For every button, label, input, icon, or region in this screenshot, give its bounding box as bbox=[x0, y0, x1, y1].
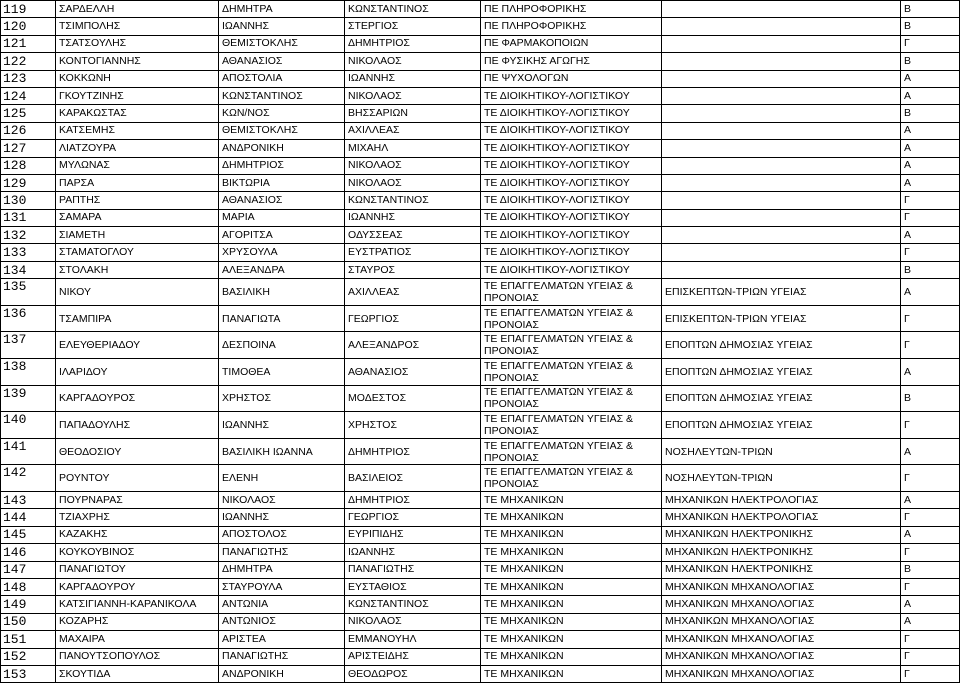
table-row bbox=[1, 665, 960, 682]
row-number-cell: 138 bbox=[1, 359, 56, 386]
grade-cell: Α bbox=[901, 492, 960, 509]
surname-cell: ΚΑΤΣΕΜΗΣ bbox=[56, 122, 219, 139]
grade-cell: Β bbox=[901, 18, 960, 35]
specialty-cell: ΜΗΧΑΝΙΚΩΝ ΜΗΧΑΝΟΛΟΓΙΑΣ bbox=[662, 596, 901, 613]
surname-cell: ΣΙΑΜΕΤΗ bbox=[56, 227, 219, 244]
row-number-cell: 145 bbox=[1, 526, 56, 543]
surname-cell: ΚΟΖΑΡΗΣ bbox=[56, 613, 219, 630]
first-name-cell: ΜΑΡΙΑ bbox=[219, 209, 345, 226]
row-number-cell: 153 bbox=[1, 665, 56, 682]
specialty-cell: ΕΠΙΣΚΕΠΤΩΝ-ΤΡΙΩΝ ΥΓΕΙΑΣ bbox=[662, 279, 901, 306]
first-name-cell: ΘΕΜΙΣΤΟΚΛΗΣ bbox=[219, 122, 345, 139]
table-row bbox=[1, 122, 960, 139]
row-number-cell: 120 bbox=[1, 18, 56, 35]
surname-cell: ΠΑΝΟΥΤΣΟΠΟΥΛΟΣ bbox=[56, 648, 219, 665]
first-name-cell: ΑΝΤΩΝΙΟΣ bbox=[219, 613, 345, 630]
specialty-cell bbox=[662, 53, 901, 70]
row-number-cell: 146 bbox=[1, 544, 56, 561]
specialty-cell bbox=[662, 244, 901, 261]
surname-cell: ΚΑΖΑΚΗΣ bbox=[56, 526, 219, 543]
first-name-cell: ΒΑΣΙΛΙΚΗ ΙΩΑΝΝΑ bbox=[219, 438, 345, 465]
father-name-cell: ΘΕΟΔΩΡΟΣ bbox=[345, 665, 481, 682]
table-row bbox=[1, 465, 960, 492]
row-number-cell: 119 bbox=[1, 1, 56, 18]
specialty-cell bbox=[662, 157, 901, 174]
grade-cell: Γ bbox=[901, 578, 960, 595]
grade-cell: Γ bbox=[901, 631, 960, 648]
surname-cell: ΚΑΡΓΑΔΟΥΡΟΣ bbox=[56, 385, 219, 412]
table-row bbox=[1, 157, 960, 174]
surname-cell: ΚΑΡΑΚΩΣΤΑΣ bbox=[56, 105, 219, 122]
row-number-cell: 150 bbox=[1, 613, 56, 630]
father-name-cell: ΑΧΙΛΛΕΑΣ bbox=[345, 122, 481, 139]
specialty-cell: ΜΗΧΑΝΙΚΩΝ ΜΗΧΑΝΟΛΟΓΙΑΣ bbox=[662, 613, 901, 630]
father-name-cell: ΓΕΩΡΓΙΟΣ bbox=[345, 509, 481, 526]
category-cell: ΤΕ ΜΗΧΑΝΙΚΩΝ bbox=[481, 613, 662, 630]
table-row bbox=[1, 561, 960, 578]
specialty-cell: ΜΗΧΑΝΙΚΩΝ ΗΛΕΚΤΡΟΛΟΓΙΑΣ bbox=[662, 492, 901, 509]
table-row bbox=[1, 105, 960, 122]
grade-cell: Α bbox=[901, 596, 960, 613]
row-number-cell: 152 bbox=[1, 648, 56, 665]
first-name-cell: ΚΩΝ/ΝΟΣ bbox=[219, 105, 345, 122]
row-number-cell: 129 bbox=[1, 174, 56, 191]
specialty-cell bbox=[662, 227, 901, 244]
category-cell: ΤΕ ΔΙΟΙΚΗΤΙΚΟΥ-ΛΟΓΙΣΤΙΚΟΥ bbox=[481, 261, 662, 278]
father-name-cell: ΝΙΚΟΛΑΟΣ bbox=[345, 174, 481, 191]
specialty-cell bbox=[662, 192, 901, 209]
surname-cell: ΕΛΕΥΘΕΡΙΑΔΟΥ bbox=[56, 332, 219, 359]
father-name-cell: ΑΡΙΣΤΕΙΔΗΣ bbox=[345, 648, 481, 665]
row-number-cell: 126 bbox=[1, 122, 56, 139]
first-name-cell: ΠΑΝΑΓΙΩΤΑ bbox=[219, 305, 345, 332]
grade-cell: Β bbox=[901, 1, 960, 18]
category-cell: ΤΕ ΕΠΑΓΓΕΛΜΑΤΩΝ ΥΓΕΙΑΣ & ΠΡΟΝΟΙΑΣ bbox=[481, 359, 662, 386]
table-row bbox=[1, 578, 960, 595]
father-name-cell: ΝΙΚΟΛΑΟΣ bbox=[345, 87, 481, 104]
first-name-cell: ΧΡΥΣΟΥΛΑ bbox=[219, 244, 345, 261]
grade-cell: Β bbox=[901, 53, 960, 70]
father-name-cell: ΠΑΝΑΓΙΩΤΗΣ bbox=[345, 561, 481, 578]
father-name-cell: ΕΜΜΑΝΟΥΗΛ bbox=[345, 631, 481, 648]
father-name-cell: ΚΩΝΣΤΑΝΤΙΝΟΣ bbox=[345, 192, 481, 209]
category-cell: ΤΕ ΕΠΑΓΓΕΛΜΑΤΩΝ ΥΓΕΙΑΣ & ΠΡΟΝΟΙΑΣ bbox=[481, 332, 662, 359]
first-name-cell: ΑΝΤΩΝΙΑ bbox=[219, 596, 345, 613]
grade-cell: Α bbox=[901, 157, 960, 174]
first-name-cell: ΔΗΜΗΤΡΑ bbox=[219, 561, 345, 578]
grade-cell: Α bbox=[901, 140, 960, 157]
father-name-cell: ΣΤΑΥΡΟΣ bbox=[345, 261, 481, 278]
category-cell: ΤΕ ΜΗΧΑΝΙΚΩΝ bbox=[481, 648, 662, 665]
father-name-cell: ΔΗΜΗΤΡΙΟΣ bbox=[345, 492, 481, 509]
first-name-cell: ΑΘΑΝΑΣΙΟΣ bbox=[219, 192, 345, 209]
father-name-cell: ΒΑΣΙΛΕΙΟΣ bbox=[345, 465, 481, 492]
table-row bbox=[1, 305, 960, 332]
table-row bbox=[1, 35, 960, 52]
father-name-cell: ΝΙΚΟΛΑΟΣ bbox=[345, 613, 481, 630]
category-cell: ΤΕ ΔΙΟΙΚΗΤΙΚΟΥ-ΛΟΓΙΣΤΙΚΟΥ bbox=[481, 157, 662, 174]
category-cell: ΤΕ ΜΗΧΑΝΙΚΩΝ bbox=[481, 665, 662, 682]
table-row bbox=[1, 332, 960, 359]
row-number-cell: 147 bbox=[1, 561, 56, 578]
father-name-cell: ΧΡΗΣΤΟΣ bbox=[345, 412, 481, 439]
category-cell: ΠΕ ΨΥΧΟΛΟΓΩΝ bbox=[481, 70, 662, 87]
row-number-cell: 149 bbox=[1, 596, 56, 613]
first-name-cell: ΣΤΑΥΡΟΥΛΑ bbox=[219, 578, 345, 595]
grade-cell: Γ bbox=[901, 648, 960, 665]
category-cell: ΤΕ ΜΗΧΑΝΙΚΩΝ bbox=[481, 631, 662, 648]
first-name-cell: ΑΝΔΡΟΝΙΚΗ bbox=[219, 140, 345, 157]
father-name-cell: ΣΤΕΡΓΙΟΣ bbox=[345, 18, 481, 35]
surname-cell: ΡΟΥΝΤΟΥ bbox=[56, 465, 219, 492]
father-name-cell: ΟΔΥΣΣΕΑΣ bbox=[345, 227, 481, 244]
category-cell: ΠΕ ΦΑΡΜΑΚΟΠΟΙΩΝ bbox=[481, 35, 662, 52]
father-name-cell: ΙΩΑΝΝΗΣ bbox=[345, 544, 481, 561]
row-number-cell: 144 bbox=[1, 509, 56, 526]
first-name-cell: ΙΩΑΝΝΗΣ bbox=[219, 412, 345, 439]
category-cell: ΤΕ ΔΙΟΙΚΗΤΙΚΟΥ-ΛΟΓΙΣΤΙΚΟΥ bbox=[481, 122, 662, 139]
first-name-cell: ΔΗΜΗΤΡΑ bbox=[219, 1, 345, 18]
grade-cell: Α bbox=[901, 613, 960, 630]
grade-cell: Α bbox=[901, 122, 960, 139]
row-number-cell: 135 bbox=[1, 279, 56, 306]
surname-cell: ΣΤΟΛΑΚΗ bbox=[56, 261, 219, 278]
table-row bbox=[1, 492, 960, 509]
specialty-cell: ΝΟΣΗΛΕΥΤΩΝ-ΤΡΙΩΝ bbox=[662, 465, 901, 492]
table-row bbox=[1, 596, 960, 613]
category-cell: ΤΕ ΔΙΟΙΚΗΤΙΚΟΥ-ΛΟΓΙΣΤΙΚΟΥ bbox=[481, 105, 662, 122]
category-cell: ΤΕ ΔΙΟΙΚΗΤΙΚΟΥ-ΛΟΓΙΣΤΙΚΟΥ bbox=[481, 227, 662, 244]
table-row bbox=[1, 140, 960, 157]
father-name-cell: ΝΙΚΟΛΑΟΣ bbox=[345, 53, 481, 70]
table-row bbox=[1, 261, 960, 278]
specialty-cell: ΜΗΧΑΝΙΚΩΝ ΜΗΧΑΝΟΛΟΓΙΑΣ bbox=[662, 578, 901, 595]
specialty-cell: ΕΠΟΠΤΩΝ ΔΗΜΟΣΙΑΣ ΥΓΕΙΑΣ bbox=[662, 359, 901, 386]
surname-cell: ΠΟΥΡΝΑΡΑΣ bbox=[56, 492, 219, 509]
table-row bbox=[1, 174, 960, 191]
grade-cell: Α bbox=[901, 279, 960, 306]
specialty-cell: ΜΗΧΑΝΙΚΩΝ ΗΛΕΚΤΡΟΝΙΚΗΣ bbox=[662, 544, 901, 561]
grade-cell: Γ bbox=[901, 209, 960, 226]
row-number-cell: 137 bbox=[1, 332, 56, 359]
father-name-cell: ΝΙΚΟΛΑΟΣ bbox=[345, 157, 481, 174]
first-name-cell: ΙΩΑΝΝΗΣ bbox=[219, 509, 345, 526]
category-cell: ΤΕ ΜΗΧΑΝΙΚΩΝ bbox=[481, 561, 662, 578]
grade-cell: Β bbox=[901, 105, 960, 122]
first-name-cell: ΑΘΑΝΑΣΙΟΣ bbox=[219, 53, 345, 70]
table-row bbox=[1, 412, 960, 439]
surname-cell: ΚΟΥΚΟΥΒΙΝΟΣ bbox=[56, 544, 219, 561]
row-number-cell: 133 bbox=[1, 244, 56, 261]
category-cell: ΤΕ ΕΠΑΓΓΕΛΜΑΤΩΝ ΥΓΕΙΑΣ & ΠΡΟΝΟΙΑΣ bbox=[481, 412, 662, 439]
table-row bbox=[1, 70, 960, 87]
specialty-cell: ΕΠΟΠΤΩΝ ΔΗΜΟΣΙΑΣ ΥΓΕΙΑΣ bbox=[662, 385, 901, 412]
table-row bbox=[1, 648, 960, 665]
specialty-cell bbox=[662, 18, 901, 35]
row-number-cell: 122 bbox=[1, 53, 56, 70]
father-name-cell: ΕΥΣΤΡΑΤΙΟΣ bbox=[345, 244, 481, 261]
specialty-cell: ΕΠΟΠΤΩΝ ΔΗΜΟΣΙΑΣ ΥΓΕΙΑΣ bbox=[662, 332, 901, 359]
father-name-cell: ΓΕΩΡΓΙΟΣ bbox=[345, 305, 481, 332]
category-cell: ΤΕ ΜΗΧΑΝΙΚΩΝ bbox=[481, 526, 662, 543]
table-row bbox=[1, 244, 960, 261]
specialty-cell bbox=[662, 1, 901, 18]
row-number-cell: 127 bbox=[1, 140, 56, 157]
grade-cell: Α bbox=[901, 227, 960, 244]
row-number-cell: 141 bbox=[1, 438, 56, 465]
first-name-cell: ΑΠΟΣΤΟΛΟΣ bbox=[219, 526, 345, 543]
father-name-cell: ΚΩΝΣΤΑΝΤΙΝΟΣ bbox=[345, 596, 481, 613]
category-cell: ΠΕ ΠΛΗΡΟΦΟΡΙΚΗΣ bbox=[481, 1, 662, 18]
surname-cell: ΣΑΡΔΕΛΛΗ bbox=[56, 1, 219, 18]
row-number-cell: 132 bbox=[1, 227, 56, 244]
grade-cell: Α bbox=[901, 174, 960, 191]
row-number-cell: 131 bbox=[1, 209, 56, 226]
category-cell: ΤΕ ΜΗΧΑΝΙΚΩΝ bbox=[481, 544, 662, 561]
surname-cell: ΠΑΠΑΔΟΥΛΗΣ bbox=[56, 412, 219, 439]
surname-cell: ΤΣΑΜΠΙΡΑ bbox=[56, 305, 219, 332]
father-name-cell: ΑΛΕΞΑΝΔΡΟΣ bbox=[345, 332, 481, 359]
category-cell: ΤΕ ΔΙΟΙΚΗΤΙΚΟΥ-ΛΟΓΙΣΤΙΚΟΥ bbox=[481, 209, 662, 226]
surname-cell: ΚΑΡΓΑΔΟΥΡΟΥ bbox=[56, 578, 219, 595]
first-name-cell: ΒΑΣΙΛΙΚΗ bbox=[219, 279, 345, 306]
specialty-cell: ΕΠΟΠΤΩΝ ΔΗΜΟΣΙΑΣ ΥΓΕΙΑΣ bbox=[662, 412, 901, 439]
grade-cell: Γ bbox=[901, 509, 960, 526]
first-name-cell: ΙΩΑΝΝΗΣ bbox=[219, 18, 345, 35]
category-cell: ΠΕ ΦΥΣΙΚΗΣ ΑΓΩΓΗΣ bbox=[481, 53, 662, 70]
table-row bbox=[1, 438, 960, 465]
first-name-cell: ΧΡΗΣΤΟΣ bbox=[219, 385, 345, 412]
category-cell: ΤΕ ΕΠΑΓΓΕΛΜΑΤΩΝ ΥΓΕΙΑΣ & ΠΡΟΝΟΙΑΣ bbox=[481, 305, 662, 332]
row-number-cell: 124 bbox=[1, 87, 56, 104]
surname-cell: ΣΚΟΥΤΙΔΑ bbox=[56, 665, 219, 682]
grade-cell: Β bbox=[901, 561, 960, 578]
specialty-cell: ΜΗΧΑΝΙΚΩΝ ΗΛΕΚΤΡΟΛΟΓΙΑΣ bbox=[662, 509, 901, 526]
table-row bbox=[1, 631, 960, 648]
specialty-cell bbox=[662, 261, 901, 278]
first-name-cell: ΔΕΣΠΟΙΝΑ bbox=[219, 332, 345, 359]
table-row bbox=[1, 192, 960, 209]
surname-cell: ΣΑΜΑΡΑ bbox=[56, 209, 219, 226]
specialty-cell bbox=[662, 174, 901, 191]
specialty-cell bbox=[662, 70, 901, 87]
specialty-cell: ΜΗΧΑΝΙΚΩΝ ΗΛΕΚΤΡΟΝΙΚΗΣ bbox=[662, 561, 901, 578]
first-name-cell: ΒΙΚΤΩΡΙΑ bbox=[219, 174, 345, 191]
father-name-cell: ΚΩΝΣΤΑΝΤΙΝΟΣ bbox=[345, 1, 481, 18]
grade-cell: Α bbox=[901, 87, 960, 104]
table-row bbox=[1, 18, 960, 35]
table-row bbox=[1, 279, 960, 306]
row-number-cell: 139 bbox=[1, 385, 56, 412]
row-number-cell: 143 bbox=[1, 492, 56, 509]
first-name-cell: ΔΗΜΗΤΡΙΟΣ bbox=[219, 157, 345, 174]
surname-cell: ΘΕΟΔΟΣΙΟΥ bbox=[56, 438, 219, 465]
surname-cell: ΜΑΧΑΙΡΑ bbox=[56, 631, 219, 648]
row-number-cell: 125 bbox=[1, 105, 56, 122]
row-number-cell: 130 bbox=[1, 192, 56, 209]
surname-cell: ΜΥΛΩΝΑΣ bbox=[56, 157, 219, 174]
category-cell: ΤΕ ΔΙΟΙΚΗΤΙΚΟΥ-ΛΟΓΙΣΤΙΚΟΥ bbox=[481, 192, 662, 209]
grade-cell: Γ bbox=[901, 305, 960, 332]
table-row bbox=[1, 87, 960, 104]
surname-cell: ΠΑΡΣΑ bbox=[56, 174, 219, 191]
category-cell: ΤΕ ΕΠΑΓΓΕΛΜΑΤΩΝ ΥΓΕΙΑΣ & ΠΡΟΝΟΙΑΣ bbox=[481, 279, 662, 306]
category-cell: ΤΕ ΕΠΑΓΓΕΛΜΑΤΩΝ ΥΓΕΙΑΣ & ΠΡΟΝΟΙΑΣ bbox=[481, 438, 662, 465]
table-body bbox=[1, 1, 960, 683]
surname-cell: ΝΙΚΟΥ bbox=[56, 279, 219, 306]
grade-cell: Γ bbox=[901, 465, 960, 492]
specialty-cell: ΜΗΧΑΝΙΚΩΝ ΜΗΧΑΝΟΛΟΓΙΑΣ bbox=[662, 665, 901, 682]
grade-cell: Α bbox=[901, 70, 960, 87]
surname-cell: ΤΣΙΜΠΟΛΗΣ bbox=[56, 18, 219, 35]
grade-cell: Γ bbox=[901, 192, 960, 209]
first-name-cell: ΤΙΜΟΘΕΑ bbox=[219, 359, 345, 386]
category-cell: ΤΕ ΕΠΑΓΓΕΛΜΑΤΩΝ ΥΓΕΙΑΣ & ΠΡΟΝΟΙΑΣ bbox=[481, 385, 662, 412]
first-name-cell: ΠΑΝΑΓΙΩΤΗΣ bbox=[219, 544, 345, 561]
grade-cell: Β bbox=[901, 385, 960, 412]
surname-cell: ΚΟΚΚΩΝΗ bbox=[56, 70, 219, 87]
row-number-cell: 134 bbox=[1, 261, 56, 278]
category-cell: ΤΕ ΕΠΑΓΓΕΛΜΑΤΩΝ ΥΓΕΙΑΣ & ΠΡΟΝΟΙΑΣ bbox=[481, 465, 662, 492]
surname-cell: ΠΑΝΑΓΙΩΤΟΥ bbox=[56, 561, 219, 578]
category-cell: ΤΕ ΔΙΟΙΚΗΤΙΚΟΥ-ΛΟΓΙΣΤΙΚΟΥ bbox=[481, 174, 662, 191]
table-row bbox=[1, 359, 960, 386]
table-row bbox=[1, 53, 960, 70]
surname-cell: ΤΖΙΑΧΡΗΣ bbox=[56, 509, 219, 526]
table-row bbox=[1, 509, 960, 526]
row-number-cell: 151 bbox=[1, 631, 56, 648]
surname-cell: ΡΑΠΤΗΣ bbox=[56, 192, 219, 209]
first-name-cell: ΠΑΝΑΓΙΩΤΗΣ bbox=[219, 648, 345, 665]
surname-cell: ΚΑΤΣΙΓΙΑΝΝΗ-ΚΑΡΑΝΙΚΟΛΑ bbox=[56, 596, 219, 613]
category-cell: ΤΕ ΜΗΧΑΝΙΚΩΝ bbox=[481, 509, 662, 526]
table-row bbox=[1, 227, 960, 244]
grade-cell: Γ bbox=[901, 35, 960, 52]
specialty-cell: ΕΠΙΣΚΕΠΤΩΝ-ΤΡΙΩΝ ΥΓΕΙΑΣ bbox=[662, 305, 901, 332]
surname-cell: ΛΙΑΤΖΟΥΡΑ bbox=[56, 140, 219, 157]
grade-cell: Γ bbox=[901, 244, 960, 261]
category-cell: ΤΕ ΔΙΟΙΚΗΤΙΚΟΥ-ΛΟΓΙΣΤΙΚΟΥ bbox=[481, 244, 662, 261]
specialty-cell bbox=[662, 35, 901, 52]
row-number-cell: 148 bbox=[1, 578, 56, 595]
specialty-cell bbox=[662, 209, 901, 226]
category-cell: ΤΕ ΜΗΧΑΝΙΚΩΝ bbox=[481, 492, 662, 509]
grade-cell: Α bbox=[901, 526, 960, 543]
first-name-cell: ΕΛΕΝΗ bbox=[219, 465, 345, 492]
first-name-cell: ΑΝΔΡΟΝΙΚΗ bbox=[219, 665, 345, 682]
row-number-cell: 136 bbox=[1, 305, 56, 332]
table-row bbox=[1, 385, 960, 412]
first-name-cell: ΘΕΜΙΣΤΟΚΛΗΣ bbox=[219, 35, 345, 52]
category-cell: ΠΕ ΠΛΗΡΟΦΟΡΙΚΗΣ bbox=[481, 18, 662, 35]
father-name-cell: ΒΗΣΣΑΡΙΩΝ bbox=[345, 105, 481, 122]
category-cell: ΤΕ ΔΙΟΙΚΗΤΙΚΟΥ-ΛΟΓΙΣΤΙΚΟΥ bbox=[481, 87, 662, 104]
first-name-cell: ΑΠΟΣΤΟΛΙΑ bbox=[219, 70, 345, 87]
row-number-cell: 121 bbox=[1, 35, 56, 52]
father-name-cell: ΜΟΔΕΣΤΟΣ bbox=[345, 385, 481, 412]
specialty-cell bbox=[662, 105, 901, 122]
row-number-cell: 128 bbox=[1, 157, 56, 174]
category-cell: ΤΕ ΜΗΧΑΝΙΚΩΝ bbox=[481, 578, 662, 595]
father-name-cell: ΔΗΜΗΤΡΙΟΣ bbox=[345, 35, 481, 52]
father-name-cell: ΙΩΑΝΝΗΣ bbox=[345, 70, 481, 87]
surname-cell: ΙΛΑΡΙΔΟΥ bbox=[56, 359, 219, 386]
father-name-cell: ΙΩΑΝΝΗΣ bbox=[345, 209, 481, 226]
specialty-cell: ΜΗΧΑΝΙΚΩΝ ΗΛΕΚΤΡΟΝΙΚΗΣ bbox=[662, 526, 901, 543]
grade-cell: Γ bbox=[901, 332, 960, 359]
specialty-cell: ΝΟΣΗΛΕΥΤΩΝ-ΤΡΙΩΝ bbox=[662, 438, 901, 465]
father-name-cell: ΕΥΣΤΑΘΙΟΣ bbox=[345, 578, 481, 595]
table-row bbox=[1, 544, 960, 561]
first-name-cell: ΑΛΕΞΑΝΔΡΑ bbox=[219, 261, 345, 278]
first-name-cell: ΑΓΟΡΙΤΣΑ bbox=[219, 227, 345, 244]
specialty-cell bbox=[662, 140, 901, 157]
father-name-cell: ΑΘΑΝΑΣΙΟΣ bbox=[345, 359, 481, 386]
grade-cell: Β bbox=[901, 261, 960, 278]
father-name-cell: ΜΙΧΑΗΛ bbox=[345, 140, 481, 157]
father-name-cell: ΔΗΜΗΤΡΙΟΣ bbox=[345, 438, 481, 465]
first-name-cell: ΝΙΚΟΛΑΟΣ bbox=[219, 492, 345, 509]
grade-cell: Γ bbox=[901, 544, 960, 561]
surname-cell: ΓΚΟΥΤΖΙΝΗΣ bbox=[56, 87, 219, 104]
first-name-cell: ΑΡΙΣΤΕΑ bbox=[219, 631, 345, 648]
row-number-cell: 140 bbox=[1, 412, 56, 439]
table-row bbox=[1, 526, 960, 543]
surname-cell: ΤΣΑΤΣΟΥΛΗΣ bbox=[56, 35, 219, 52]
grade-cell: Α bbox=[901, 359, 960, 386]
specialty-cell: ΜΗΧΑΝΙΚΩΝ ΜΗΧΑΝΟΛΟΓΙΑΣ bbox=[662, 648, 901, 665]
table-row bbox=[1, 209, 960, 226]
category-cell: ΤΕ ΜΗΧΑΝΙΚΩΝ bbox=[481, 596, 662, 613]
specialty-cell bbox=[662, 122, 901, 139]
category-cell: ΤΕ ΔΙΟΙΚΗΤΙΚΟΥ-ΛΟΓΙΣΤΙΚΟΥ bbox=[481, 140, 662, 157]
grade-cell: Γ bbox=[901, 412, 960, 439]
grade-cell: Γ bbox=[901, 665, 960, 682]
surname-cell: ΚΟΝΤΟΓΙΑΝΝΗΣ bbox=[56, 53, 219, 70]
grade-cell: Α bbox=[901, 438, 960, 465]
father-name-cell: ΑΧΙΛΛΕΑΣ bbox=[345, 279, 481, 306]
specialty-cell: ΜΗΧΑΝΙΚΩΝ ΜΗΧΑΝΟΛΟΓΙΑΣ bbox=[662, 631, 901, 648]
row-number-cell: 142 bbox=[1, 465, 56, 492]
specialty-cell bbox=[662, 87, 901, 104]
table-row bbox=[1, 613, 960, 630]
table-row bbox=[1, 1, 960, 18]
first-name-cell: ΚΩΝΣΤΑΝΤΙΝΟΣ bbox=[219, 87, 345, 104]
surname-cell: ΣΤΑΜΑΤΟΓΛΟΥ bbox=[56, 244, 219, 261]
father-name-cell: ΕΥΡΙΠΙΔΗΣ bbox=[345, 526, 481, 543]
row-number-cell: 123 bbox=[1, 70, 56, 87]
